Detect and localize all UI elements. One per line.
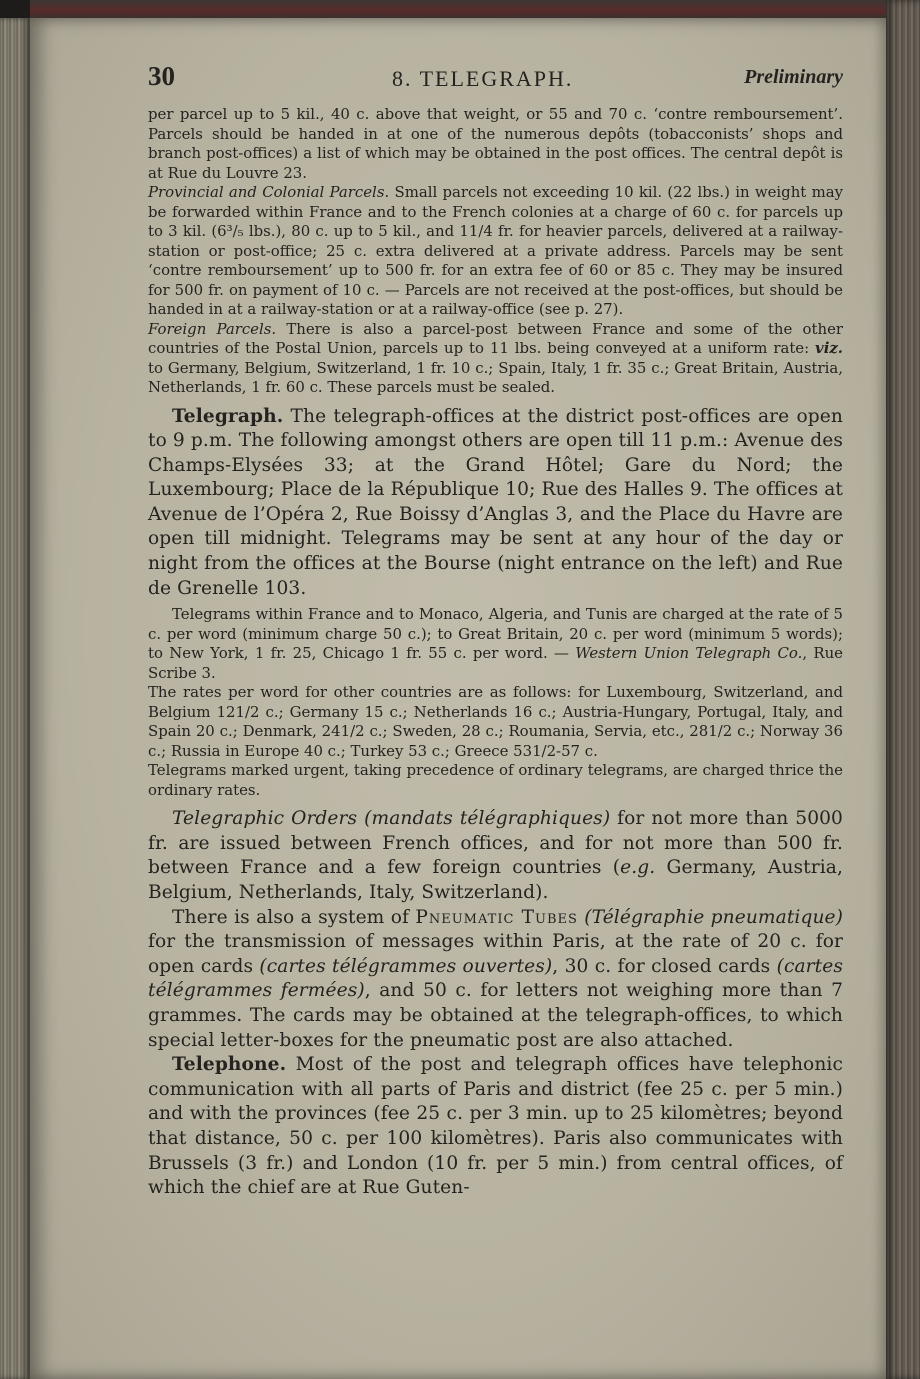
page-content	[148, 58, 843, 1201]
small-text-block-2	[148, 605, 843, 800]
subheading-provincial-parcels: Provincial and Colonial Parcels.	[148, 183, 390, 201]
paragraph-telegraphic-orders: Telegraphic Orders (mandats télégraphiques) for not more than 5000 fr. are issued between French offices, and for not more than 500 fr. between France and a few foreign countries (e.g. Germany, Austria, Belgium, Netherlands, Italy, Switzerland).	[148, 808, 843, 904]
subheading-foreign-parcels: Foreign Parcels.	[148, 319, 277, 338]
heading-telephone: Telephone.	[172, 1054, 287, 1076]
paragraph-telegraph: Telegraph. The telegraph-offices at the district post-offices are open to 9 p.m. The following amongst others are open till 11 p.m.: Avenue des Champs-Elysées 33; at the Grand Hôtel; Gare du Nord; the Luxembourg; Place de la République 10; Rue des Halles 9. The offices at Avenue de l’Opéra 2, Rue Boissy d’Anglas 3, and the Place du Havre are open till midnight. Telegrams may be sent at any hour of the day or night from the offices at the Bourse (night entrance on the left) and Rue de Grenelle 103.	[148, 405, 843, 599]
book-spine-edge	[0, 18, 30, 1379]
paragraph-telephone: Telephone. Most of the post and telegraph offices have telephonic communication with all parts of Paris and district (fee 25 c. per 5 min.) and with the provinces (fee 25 c. per 3 min. up to 25 kilomètres; beyond that distance, 50 c. per 100 kilomètres). Paris also communicates with Brussels (3 fr.) and London (10 fr. per 5 min.) from central offices, of which the chief are at Rue Guten-	[148, 1054, 843, 1199]
paragraph-foreign-parcels: Foreign Parcels. There is also a parcel-post between France and some of the other countries of the Postal Union, parcels up to 11 lbs. being conveyed at a uniform rate: viz. to Germany, Belgium, Switzerland, 1 fr. 10 c.; Spain, Italy, 1 fr. 35 c.; Great Britain, Austria, Netherlands, 1 fr. 60 c. These parcels must be sealed.	[148, 319, 843, 396]
paragraph-telegram-rates: Telegrams within France and to Monaco, Algeria, and Tunis are charged at the rate of 5 c. per word (minimum charge 50 c.); to Great Britain, 20 c. per word (minimum 5 words); to New York, 1 fr. 25, Chicago 1 fr. 55 c. per word. — Western Union Telegraph Co., Rue Scribe 3.	[148, 605, 843, 682]
paragraph-foreign-rates: The rates per word for other countries are as follows: for Luxembourg, Switzerland, and Belgium 121/2 c.; Germany 15 c.; Netherlands 16 c.; Austria-Hungary, Portugal, Italy, and Spain 20 c.; Denmark, 241/2 c.; Sweden, 28 c.; Roumania, Servia, etc., 281/2 c.; Norway 36 c.; Russia in Europe 40 c.; Turkey 53 c.; Greece 531/2-57 c.	[148, 683, 843, 760]
heading-telegraph: Telegraph.	[172, 405, 284, 427]
paragraph-urgent-telegrams: Telegrams marked urgent, taking precedence of ordinary telegrams, are charged thrice the ordinary rates.	[148, 761, 843, 799]
small-text-block-1	[148, 105, 843, 398]
book-top-edge	[30, 0, 920, 18]
running-header	[148, 58, 843, 98]
running-title: 8. TELEGRAPH.	[392, 66, 574, 91]
large-text-block-2	[148, 807, 843, 1201]
page-stack-edge	[886, 0, 920, 1379]
page-number: 30	[148, 61, 175, 91]
paragraph-parcels: per parcel up to 5 kil., 40 c. above that weight, or 55 and 70 c. ‘contre remboursement’. Parcels should be handed in at one of the numerous depôts (tobacconists’ shops and branch post-offices) a list of which may be obtained in the post offices. The central depôt is at Rue du Louvre 23.	[148, 105, 843, 182]
section-title: Preliminary	[744, 66, 843, 88]
paragraph-provincial-parcels: Provincial and Colonial Parcels. Small parcels not exceeding 10 kil. (22 lbs.) in weight may be forwarded within France and to the French colonies at a charge of 60 c. for parcels up to 3 kil. (6³/₅ lbs.), 80 c. up to 5 kil., and 11/4 fr. for heavier parcels, delivered at a railway-station or post-office; 25 c. extra delivered at a private address. Parcels may be sent ‘contre remboursement’ up to 500 fr. for an extra fee of 60 or 85 c. They may be insured for 500 fr. on payment of 10 c. — Parcels are not received at the post-offices, but should be handed in at a railway-station or at a railway-office (see p. 27).	[148, 183, 843, 318]
book-page	[30, 18, 886, 1379]
large-text-block-1	[148, 405, 843, 602]
paragraph-pneumatic-tubes: There is also a system of Pneumatic Tubes (Télégraphie pneumatique) for the transmission of messages within Paris, at the rate of 20 c. for open cards (cartes télégrammes ouvertes), 30 c. for closed cards (cartes télégrammes fermées), and 50 c. for letters not weighing more than 7 grammes. The cards may be obtained at the telegraph-offices, to which special letter-boxes for the pneumatic post are also attached.	[148, 906, 844, 1051]
